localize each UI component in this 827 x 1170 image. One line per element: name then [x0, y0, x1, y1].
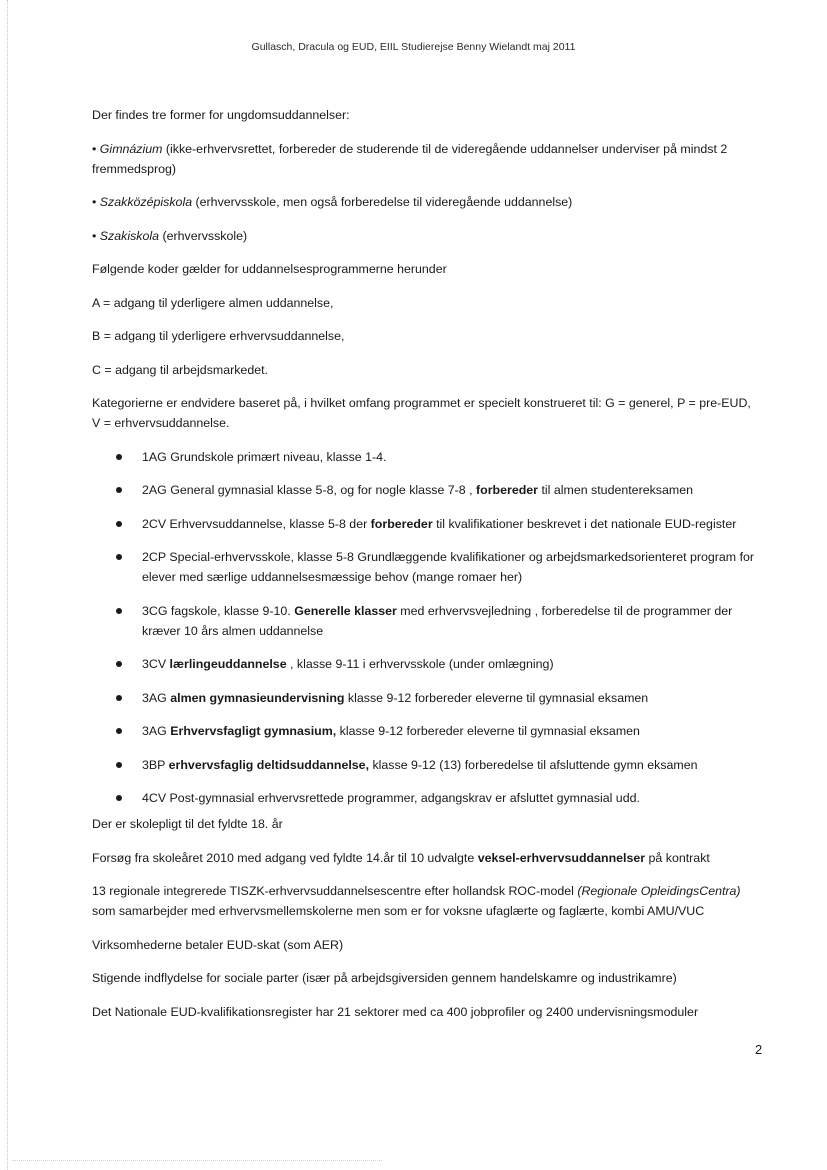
bullet-dot	[116, 608, 122, 614]
bullet-dot	[116, 695, 122, 701]
skolepligt-paragraph: Der er skolepligt til det fyldte 18. år	[92, 817, 283, 831]
regional-paragraph: 13 regionale integrerede TISZK-erhvervsuddannelsescentre efter hollandsk ROC-model (Regionale OpleidingsCentra) som samarbejder med erhvervsmellemskolerne men som er for voksne ufaglærte og faglærte, kombi AMU/VUC	[92, 884, 741, 918]
school-type-name: Szakközépiskola	[99, 195, 193, 209]
bullet-dot	[116, 487, 122, 493]
code-line: C = adgang til arbejdsmarkedet.	[92, 362, 268, 377]
bullet-dot	[116, 728, 122, 734]
virksomheder-paragraph: Virksomhederne betaler EUD-skat (som AER)	[92, 937, 344, 952]
school-type-name: Gimnázium	[99, 141, 163, 156]
school-type-item	[92, 192, 760, 212]
bullet: •	[92, 228, 97, 243]
program-item: 3AG almen gymnasieundervisning klasse 9-12 forbereder eleverne til gymnasial eksamen	[92, 688, 760, 708]
program-item: 3CV lærlingeuddannelse , klasse 9-11 i erhvervsskole (under omlægning)	[92, 654, 760, 674]
school-type-item	[92, 226, 760, 246]
program-list	[92, 447, 760, 809]
school-type-desc: (erhvervsskole, men også forberedelse til videregående uddannelse)	[192, 195, 573, 209]
bullet-dot	[116, 762, 122, 768]
bullet-dot	[116, 795, 122, 801]
page-number: 2	[755, 1042, 763, 1057]
code-line: A = adgang til yderligere almen uddannelse,	[92, 295, 334, 310]
program-item: 2CP Special-erhvervsskole, klasse 5-8 Grundlæggende kvalifikationer og arbejdsmarkedsorienteret program for elever med særlige uddannelsesmæssige behov (mange romaer her)	[92, 547, 760, 587]
intro-paragraph: Der findes tre former for ungdomsuddannelser:	[92, 108, 350, 122]
bullet-dot	[116, 554, 122, 560]
program-item: 2CV Erhvervsuddannelse, klasse 5-8 der forbereder til kvalifikationer beskrevet i det nationale EUD-register	[92, 514, 760, 534]
categories-paragraph: Kategorierne er endvidere baseret på, i hvilket omfang programmet er specielt konstrueret til: G = generel, P = pre-EUD, V = erhvervsuddannelse.	[92, 396, 751, 430]
school-type-desc: (erhvervsskole)	[159, 228, 248, 243]
bullet-dot	[116, 454, 122, 460]
forsog-paragraph: Forsøg fra skoleåret 2010 med adgang ved fyldte 14.år til 10 udvalgte veksel-erhvervsuddannelser på kontrakt	[92, 850, 710, 865]
school-type-desc: (ikke-erhvervsrettet, forbereder de studerende til de videregående uddannelser underviser på mindst 2 fremmedsprog)	[92, 141, 728, 176]
register-paragraph: Det Nationale EUD-kvalifikationsregister har 21 sektorer med ca 400 jobprofiler og 2400 undervisningsmoduler	[92, 1004, 699, 1019]
codes-intro: Følgende koder gælder for uddannelsesprogrammerne herunder	[92, 262, 447, 276]
scan-edge-line	[7, 0, 8, 1170]
bullet-dot	[116, 661, 122, 667]
program-item: 1AG Grundskole primært niveau, klasse 1-4.	[92, 447, 760, 467]
program-item: 3BP erhvervsfaglig deltidsuddannelse, klasse 9-12 (13) forberedelse til afsluttende gymn eksamen	[92, 755, 760, 775]
bullet: •	[92, 195, 97, 209]
program-item: 4CV Post-gymnasial erhvervsrettede programmer, adgangskrav er afsluttet gymnasial udd.	[92, 788, 760, 808]
program-item: 2AG General gymnasial klasse 5-8, og for nogle klasse 7-8 , forbereder til almen studentereksamen	[92, 480, 760, 500]
scan-bottom-line	[12, 1160, 382, 1161]
bullet-dot	[116, 521, 122, 527]
running-header: Gullasch, Dracula og EUD, EIIL Studierejse Benny Wielandt maj 2011	[251, 41, 576, 53]
school-type-name: Szakiskola	[99, 228, 160, 243]
program-item: 3AG Erhvervsfagligt gymnasium, klasse 9-12 forbereder eleverne til gymnasial eksamen	[92, 721, 760, 741]
school-type-item	[92, 139, 760, 179]
code-line: B = adgang til yderligere erhvervsuddannelse,	[92, 329, 345, 343]
body-text	[92, 105, 760, 1035]
program-item: 3CG fagskole, klasse 9-10. Generelle klasser med erhvervsvejledning , forberedelse til de programmer der kræver 10 års almen uddannelse	[92, 601, 760, 641]
bullet: •	[92, 141, 97, 156]
indflydelse-paragraph: Stigende indflydelse for sociale parter (især på arbejdsgiversiden gennem handelskamre og industrikamre)	[92, 971, 677, 985]
